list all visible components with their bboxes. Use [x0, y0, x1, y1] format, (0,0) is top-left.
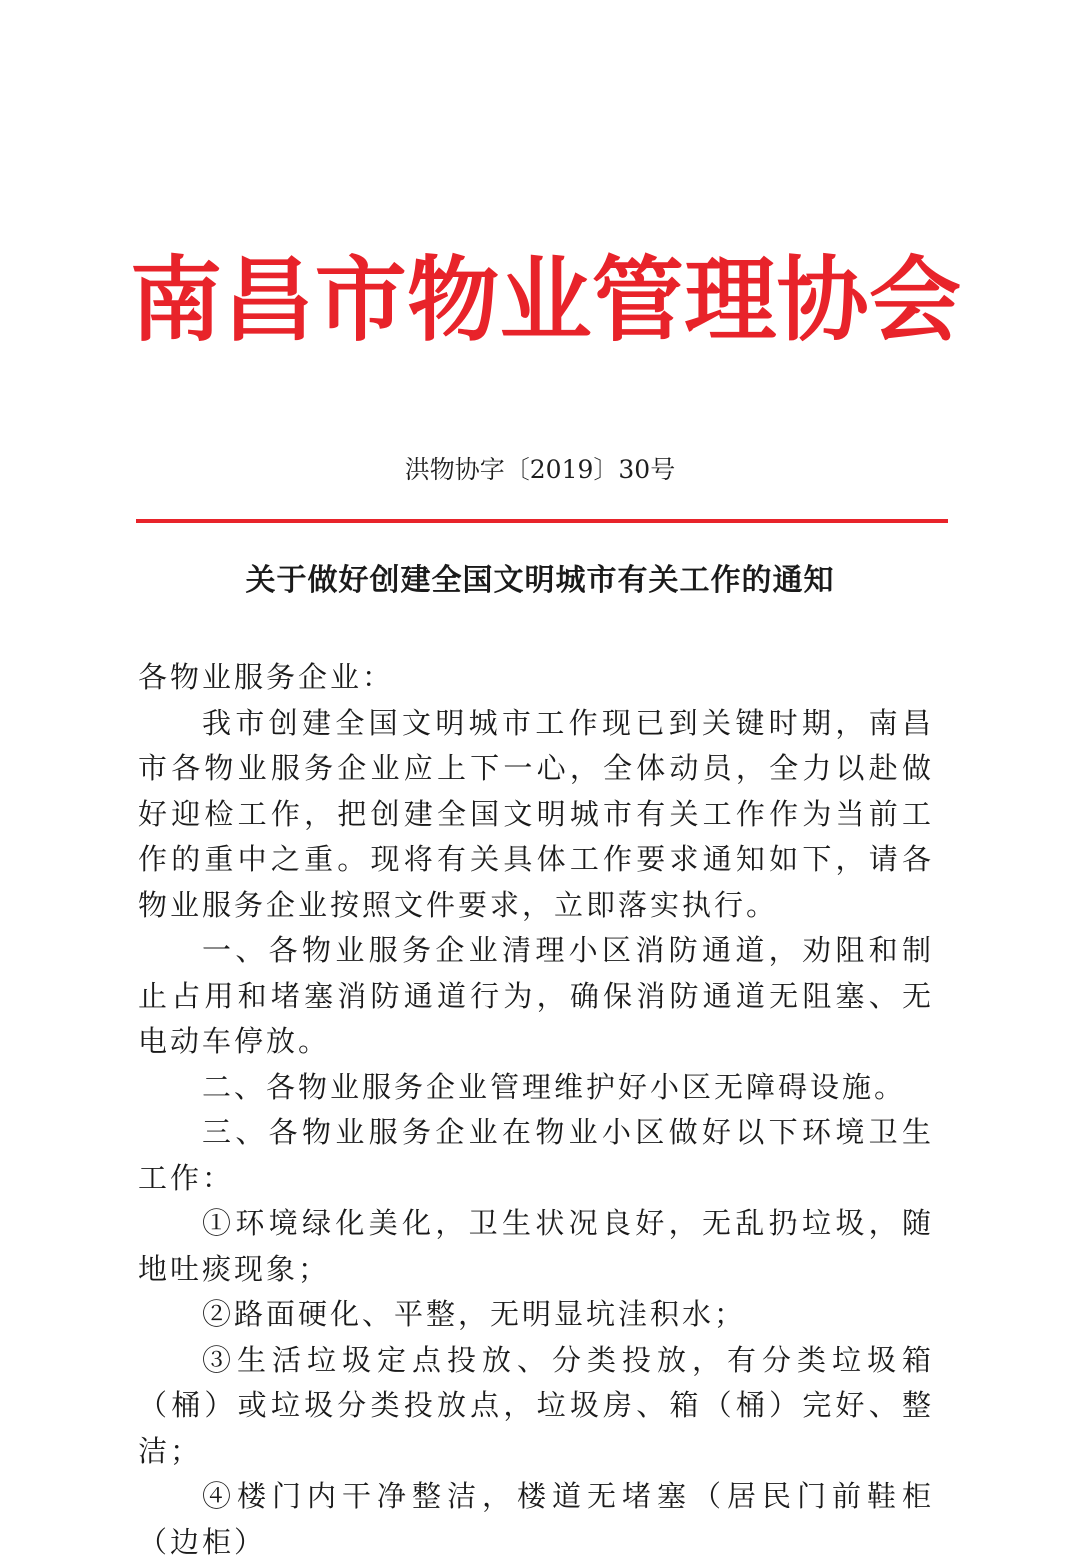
salutation: 各物业服务企业：: [138, 660, 395, 694]
red-divider-line: [136, 519, 948, 523]
paragraph-subitem-4: ④楼门内干净整洁，楼道无堵塞（居民门前鞋柜（边柜）: [138, 1479, 934, 1559]
paragraph-subitem-2: ②路面硬化、平整，无明显坑洼积水；: [202, 1297, 747, 1331]
document-body: [138, 655, 934, 1565]
document-number: 洪物协字〔2019〕30号: [404, 455, 676, 484]
paragraph-subitem-3: ③生活垃圾定点投放、分类投放，有分类垃圾箱（桶）或垃圾分类投放点，垃圾房、箱（桶）完好、整洁；: [138, 1342, 934, 1468]
letterhead-organization-name: 南昌市物业管理协会: [130, 247, 960, 354]
paragraph-item-1: 一、各物业服务企业清理小区消防通道，劝阻和制止占用和堵塞消防通道行为，确保消防通道无阻塞、无电动车停放。: [138, 933, 934, 1058]
document-title: 关于做好创建全国文明城市有关工作的通知: [245, 563, 835, 598]
paragraph-item-3: 三、各物业服务企业在物业小区做好以下环境卫生工作：: [138, 1115, 934, 1195]
paragraph-intro: 我市创建全国文明城市工作现已到关键时期，南昌市各物业服务企业应上下一心，全体动员，全力以赴做好迎检工作，把创建全国文明城市有关工作作为当前工作的重中之重。现将有关具体工作要求通知如下，请各物业服务企业按照文件要求，立即落实执行。: [138, 705, 934, 922]
paragraph-item-2: 二、各物业服务企业管理维护好小区无障碍设施。: [202, 1069, 907, 1104]
paragraph-subitem-1: ①环境绿化美化，卫生状况良好，无乱扔垃圾，随地吐痰现象；: [138, 1206, 934, 1286]
